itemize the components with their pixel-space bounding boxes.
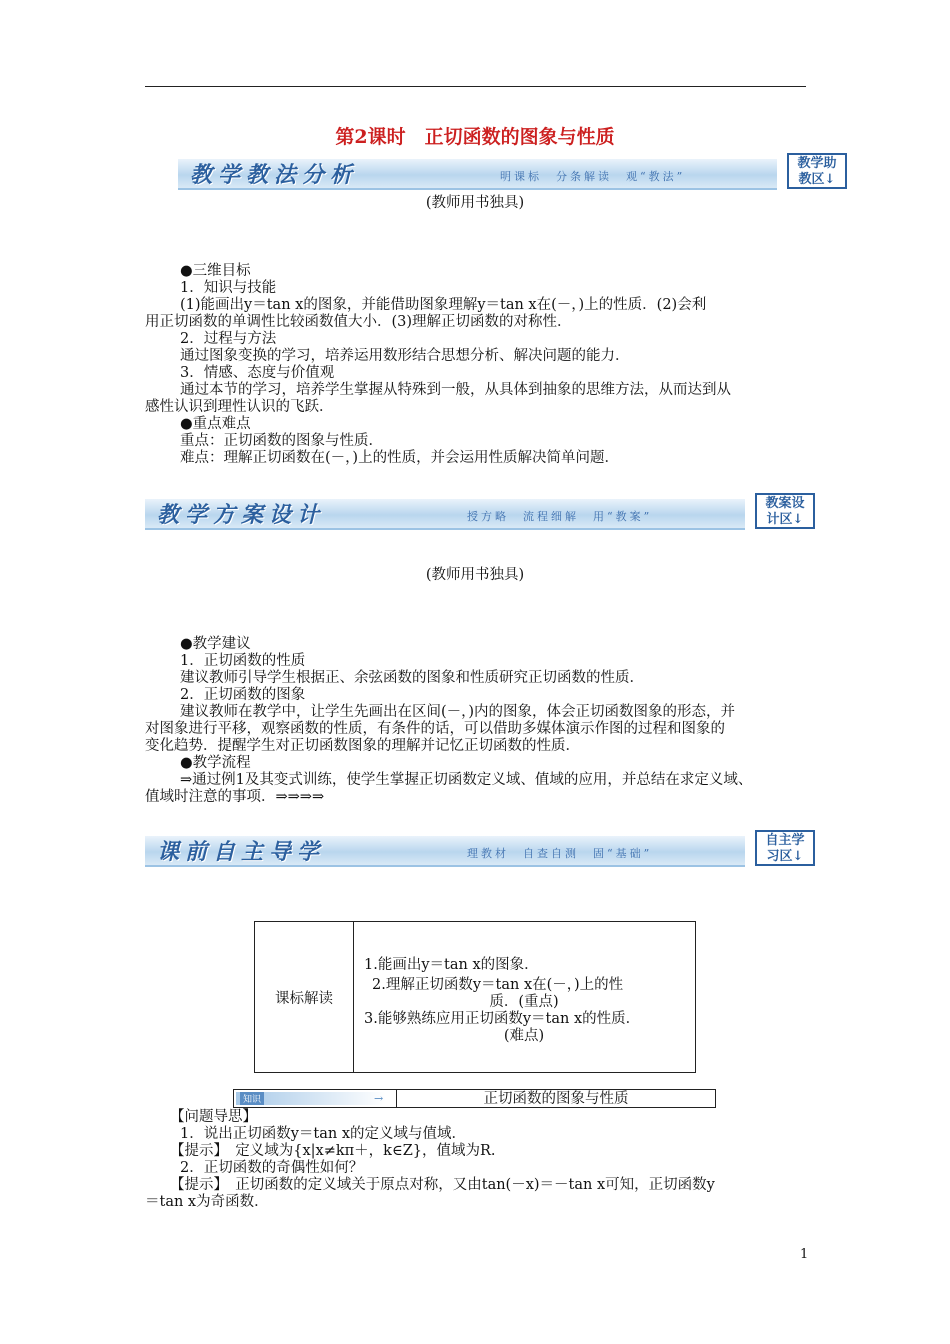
s1-line: 2．过程与方法: [180, 331, 277, 347]
s2-line: 建议教师在教学中，让学生先画出在区间(－，)内的图象，体会正切函数图象的形态，并: [180, 704, 736, 720]
banner-badge: 教学助 教区↓: [787, 153, 847, 189]
s2-line: 1．正切函数的性质: [180, 653, 306, 669]
page-number: 1: [800, 1247, 809, 1262]
banner-sub: 理教材 自查自测 固“基础”: [467, 847, 653, 860]
s2-line: 对图象进行平移，观察函数的性质，有条件的话，可以借助多媒体演示作图的过程和图象的: [145, 721, 725, 737]
s1-line: ●三维目标: [180, 263, 251, 279]
banner-teaching-analysis: [178, 153, 847, 193]
table-label: 课标解读: [255, 922, 354, 1072]
knowledge-bar: [233, 1089, 716, 1108]
s1-line: 通过本节的学习，培养学生掌握从特殊到一般，从具体到抽象的思维方法，从而达到从: [180, 382, 731, 398]
banner-teaching-plan: [145, 493, 815, 533]
s2-line: ⇒通过例1及其变式训练，使学生掌握正切函数定义域、值域的应用，并总结在求定义域、: [180, 772, 753, 788]
table-line: 2.理解正切函数y＝tan x在(－，)上的性: [372, 977, 624, 993]
banner-sub: 授方略 流程细解 用“教案”: [467, 510, 653, 523]
s3-line: 【提示】 正切函数的定义域关于原点对称，又由tan(－x)＝－tan x可知，正切函数y: [170, 1177, 715, 1193]
table-line: 1.能画出y＝tan x的图象．: [364, 957, 539, 973]
s1-line: 难点：理解正切函数在(－，)上的性质，并会运用性质解决简单问题．: [180, 450, 620, 466]
banner-head: 教学教法分析: [190, 162, 359, 188]
s1-line: 1．知识与技能: [180, 280, 277, 296]
s2-line: 建议教师引导学生根据正、余弦函数的图象和性质研究正切函数的性质．: [180, 670, 644, 686]
s2-line: 2．正切函数的图象: [180, 687, 306, 703]
teacher-only-note: (教师用书独具): [425, 567, 525, 583]
top-rule: [145, 86, 806, 87]
banner-sub: 明课标 分条解读 观“教法”: [500, 170, 686, 183]
s1-line: ●重点难点: [180, 416, 251, 432]
s3-line: 【问题导思】: [170, 1109, 257, 1125]
s1-line: 用正切函数的单调性比较函数值大小．(3)理解正切函数的对称性．: [145, 314, 572, 330]
s1-line: 重点：正切函数的图象与性质．: [180, 433, 383, 449]
banner-head: 教学方案设计: [157, 502, 326, 528]
table-line: 质．(重点): [489, 994, 559, 1010]
s1-line: 感性认识到理性认识的飞跃．: [145, 399, 334, 415]
banner-badge: 自主学 习区↓: [755, 830, 815, 866]
knowledge-title: 正切函数的图象与性质: [483, 1091, 629, 1107]
s3-line: 1．说出正切函数y＝tan x的定义域与值域．: [180, 1126, 467, 1142]
page-title: 第2课时 正切函数的图象与性质: [335, 126, 615, 148]
banner-head: 课前自主导学: [157, 839, 326, 865]
banner-badge: 教案设 计区↓: [755, 493, 815, 529]
teacher-only-note: (教师用书独具): [425, 195, 525, 211]
knowledge-tag: 知识: [240, 1092, 264, 1105]
table-line: (难点): [503, 1028, 545, 1044]
s2-line: 值域时注意的事项．⇒⇒⇒⇒: [145, 789, 325, 805]
table-line: 3.能够熟练应用正切函数y＝tan x的性质．: [364, 1011, 641, 1027]
s1-line: 3．情感、态度与价值观: [180, 365, 335, 381]
s3-line: ＝tan x为奇函数．: [145, 1194, 269, 1210]
table-content: [354, 957, 694, 1045]
s2-line: ●教学建议: [180, 636, 251, 652]
curriculum-table: [254, 921, 696, 1073]
banner-self-study: [145, 830, 815, 870]
s2-line: ●教学流程: [180, 755, 251, 771]
s3-line: 2．正切函数的奇偶性如何？: [180, 1160, 364, 1176]
s1-line: 通过图象变换的学习，培养运用数形结合思想分析、解决问题的能力．: [180, 348, 630, 364]
s1-line: (1)能画出y＝tan x的图象，并能借助图象理解y＝tan x在(－，)上的性质．(2)会利: [180, 297, 707, 313]
s3-line: 【提示】 定义域为{x|x≠kπ＋，k∈Z}，值域为R.: [170, 1143, 496, 1159]
s2-line: 变化趋势．提醒学生对正切函数图象的理解并记忆正切函数的性质．: [145, 738, 580, 754]
arrow-right-icon: →: [374, 1092, 384, 1105]
